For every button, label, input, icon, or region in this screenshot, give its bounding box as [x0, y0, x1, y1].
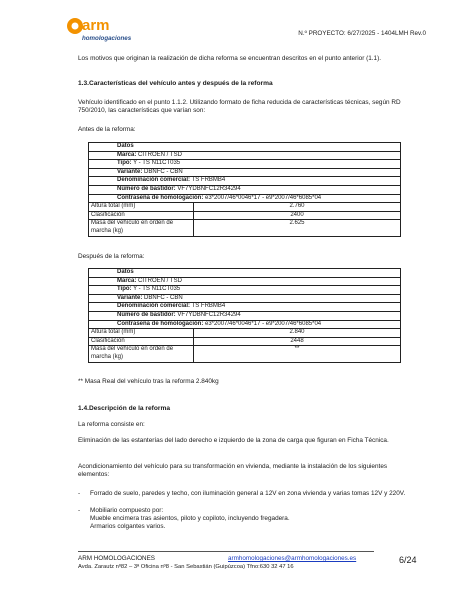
before-label: Antes de la reforma:: [78, 126, 136, 133]
section-title-1-4: 1.4.Descripción de la reforma: [78, 405, 170, 412]
section-title-1-3: 1.3.Características del vehículo antes y después de la reforma: [78, 80, 273, 87]
intro-paragraph: Los motivos que originan la realización de dicha reforma se encuentran descritos en el punto anterior (1.1).: [78, 55, 382, 62]
table-after-reform: [88, 268, 401, 363]
table-row-bastidor: Número de bastidor: VF7YDBNFC12R34294: [89, 311, 401, 320]
footer-company: ARM HOMOLOGACIONES: [78, 555, 155, 562]
after-label: Después de la reforma:: [78, 253, 145, 260]
table-row-contrasena: Contraseña de homologación: e3*2007/46*0046*17 - e9*2007/46*6085*04: [89, 194, 401, 203]
table-row-variante: Variante: DBNFC - CBN: [89, 168, 401, 177]
table-row: Altura total (mm) 2.760: [89, 203, 401, 212]
section-1-4-intro: La reforma consiste en:: [78, 421, 145, 428]
table-row: Altura total (mm) 2.840: [89, 329, 401, 338]
table-row-bastidor: Número de bastidor: VF7YDBNFC12R34294: [89, 185, 401, 194]
list-item: - Mobiliario compuesto por: Mueble encimera tras asientos, piloto y copiloto, incluyendo fregadera. Armarios colgantes varios.: [78, 507, 290, 531]
footer-divider: [78, 551, 374, 552]
logo-text: arm: [82, 17, 110, 34]
list-item: - Forrado de suelo, paredes y techo, con iluminación general a 12V en zona vivienda y varias tomas 12V y 220V.: [78, 490, 406, 497]
footer-email-link[interactable]: armhomologaciones@armhomologaciones.es: [228, 555, 357, 562]
table-before-reform: [88, 142, 401, 237]
table-row-denominacion: Denominación comercial: TS FRBMB4: [89, 177, 401, 186]
table-row-marca: Marca: CITROEN / TSD: [89, 277, 401, 286]
logo-subtext: homologaciones: [82, 35, 132, 42]
table-row-marca: Marca: CITROEN / TSD: [89, 151, 401, 160]
table-row: Masa del vehículo en orden de marcha (kg) 2.625: [89, 220, 401, 236]
footer-address: Avda. Zarautz nº82 – 3ª Oficina nº8 - San Sebastián (Guipúzcoa) Tfno:630 32 47 16: [78, 564, 294, 570]
project-number: N.º PROYECTO: 6/27/2025 - 1404LMH Rev.0: [298, 30, 426, 37]
table-row-tipo: Tipo: Y - TS N11CT035: [89, 286, 401, 295]
table-row: Masa del vehículo en orden de marcha (kg) **: [89, 346, 401, 362]
table-row: Clasificación 2400: [89, 211, 401, 220]
mass-note: ** Masa Real del vehículo tras la reforma 2.840kg: [78, 378, 219, 385]
table-row-tipo: Tipo: Y - TS N11CT035: [89, 160, 401, 169]
table-row-denominacion: Denominación comercial: TS FRBMB4: [89, 303, 401, 312]
page-number: 6/24: [399, 555, 417, 565]
section-1-4-paragraph-conditioning: Acondicionamiento del vehículo para su transformación en vivienda, mediante la instalación de los siguientes elementos:: [78, 463, 388, 479]
section-1-4-paragraph-elimination: Eliminación de las estanterías del lado derecho e izquierdo de la zona de carga que figuran en Ficha Técnica.: [78, 437, 389, 444]
company-logo: [66, 14, 136, 44]
table-header-datos: Datos: [89, 269, 401, 278]
table-row-contrasena: Contraseña de homologación: e3*2007/46*0046*17 - e9*2007/46*6085*04: [89, 320, 401, 329]
section-1-3-paragraph: Vehículo identificado en el punto 1.1.2. Utilizando formato de ficha reducida de características técnicas, según RD 750/2010, las características que varían son:: [78, 99, 401, 115]
table-header-datos: Datos: [89, 143, 401, 152]
table-row-variante: Variante: DBNFC - CBN: [89, 294, 401, 303]
table-row: Clasificación 2448: [89, 337, 401, 346]
